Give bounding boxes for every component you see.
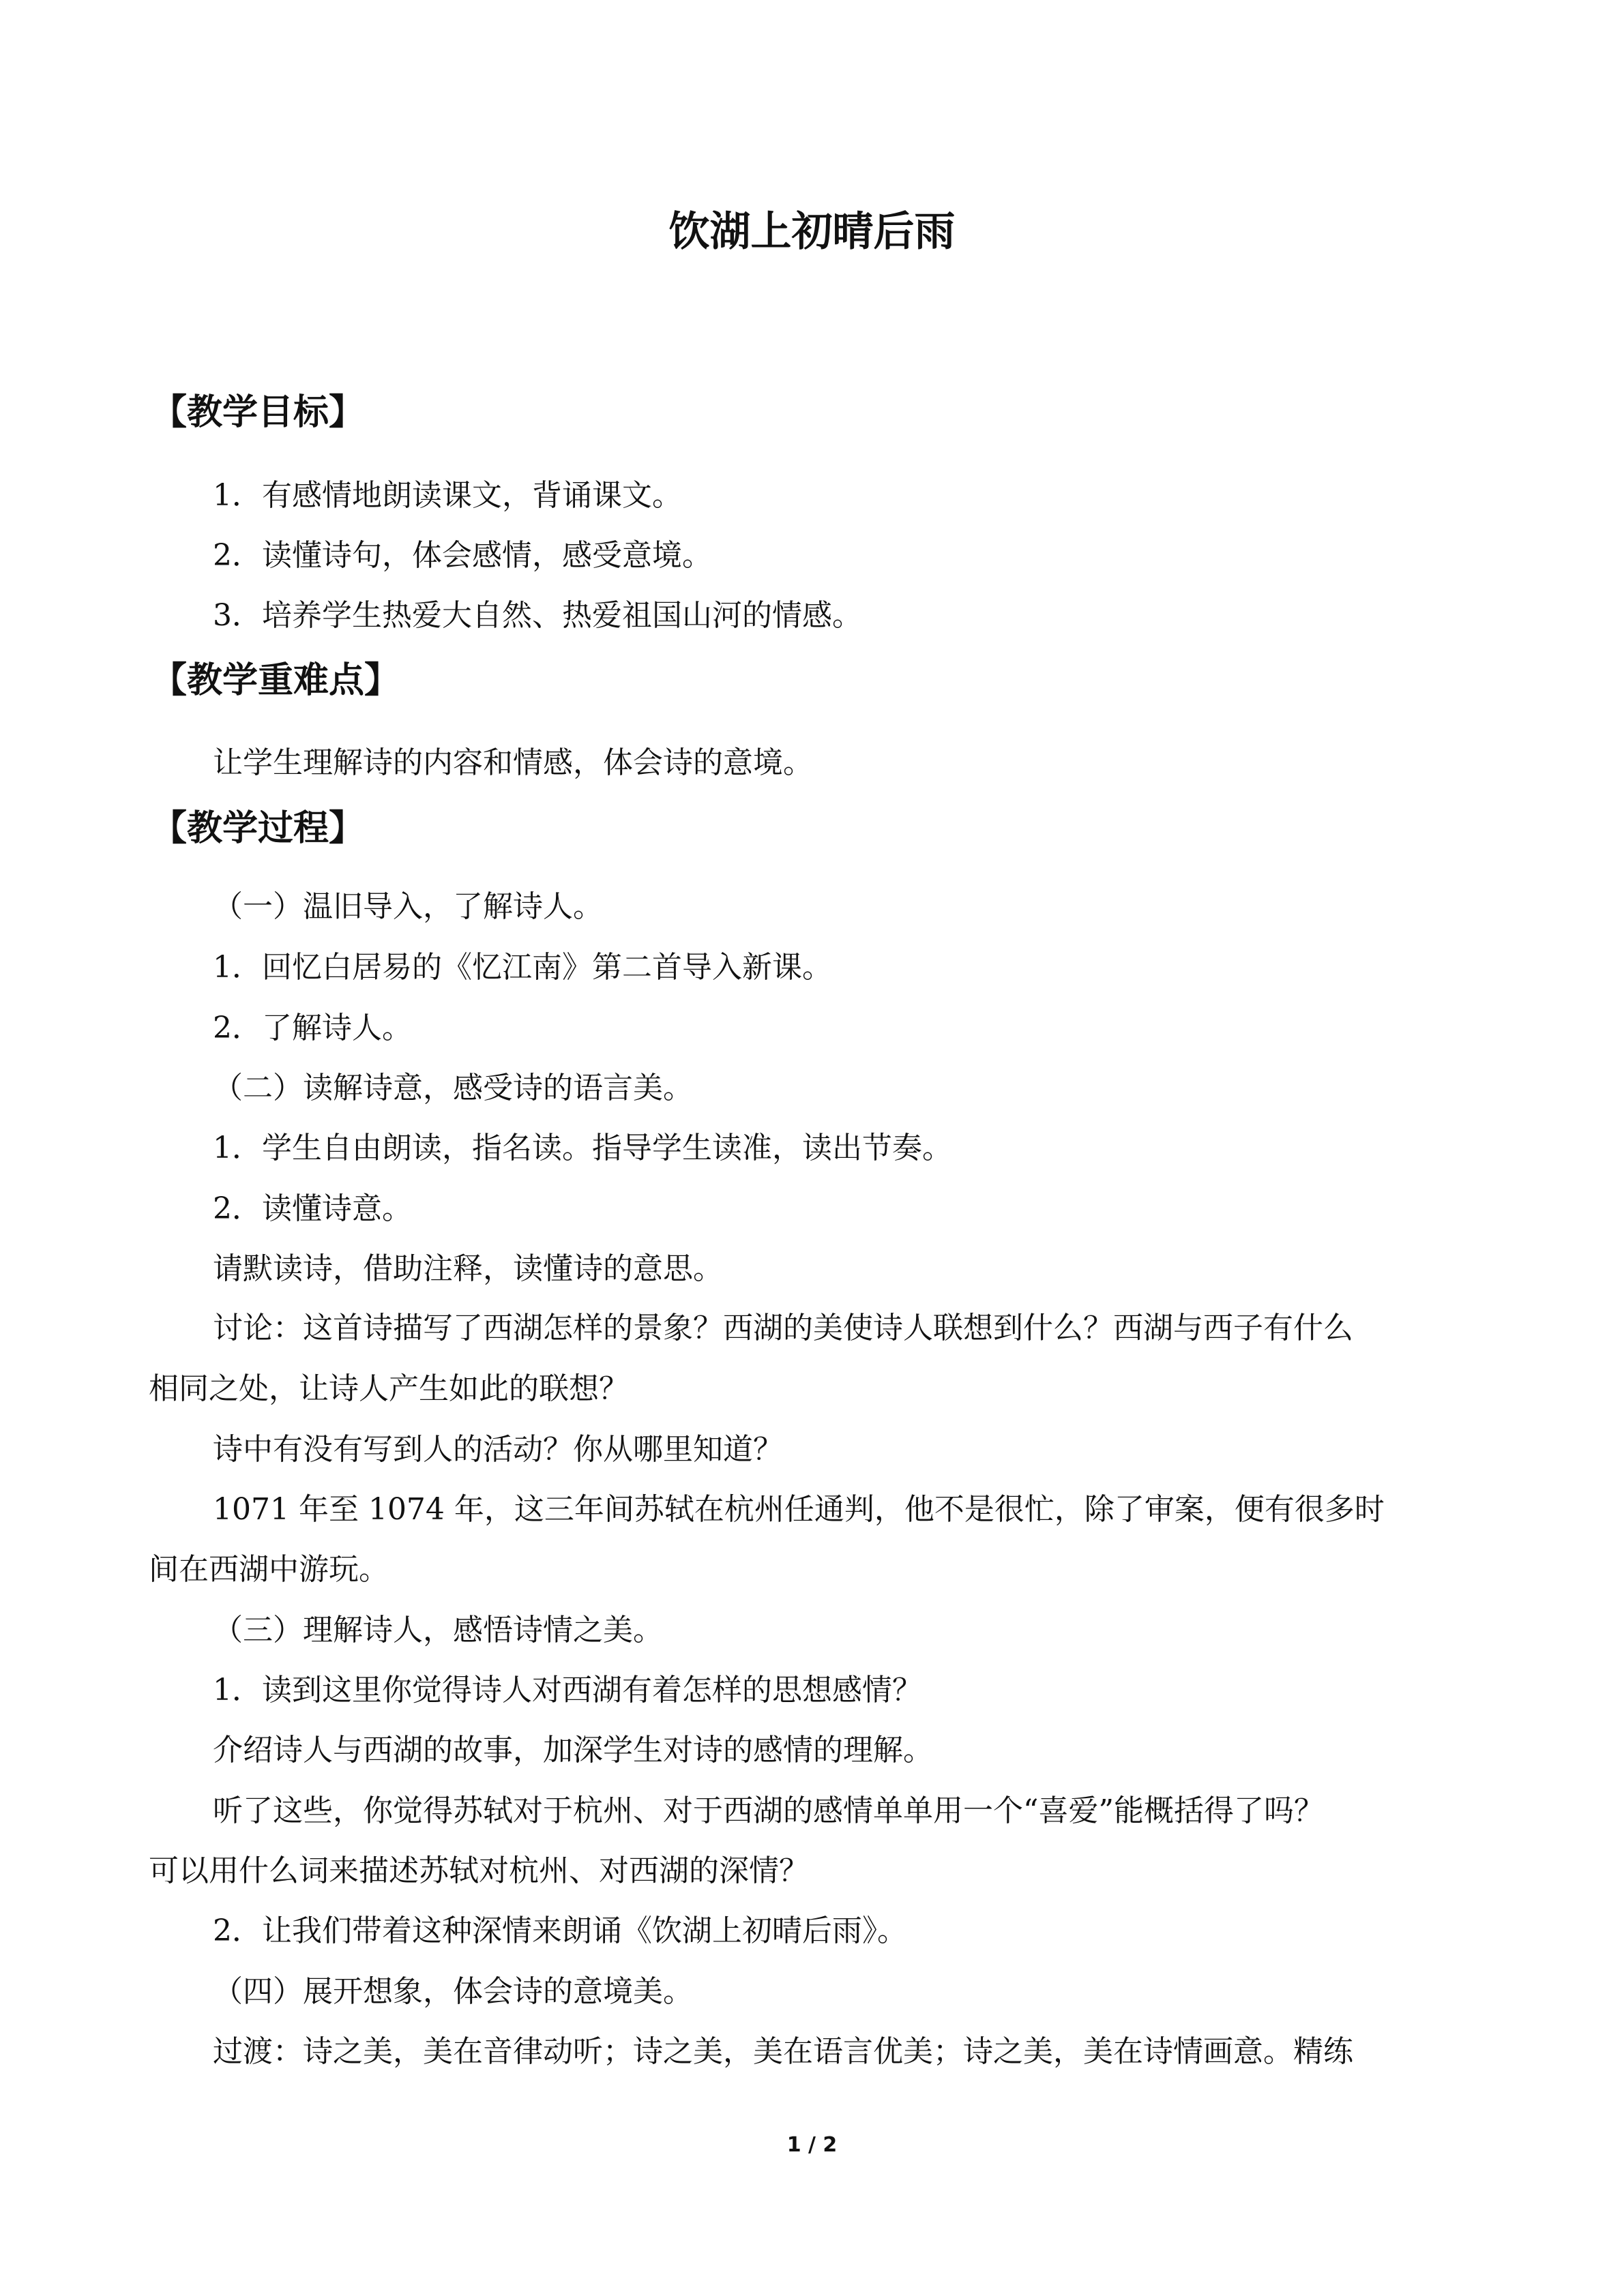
process-line: 相同之处，让诗人产生如此的联想？ (149, 1371, 629, 1406)
process-line: 2．读懂诗意。 (213, 1191, 412, 1226)
process-line: 请默读诗，借助注释，读懂诗的意思。 (213, 1251, 723, 1286)
objective-item-3: 3．培养学生热爱大自然、热爱祖国山河的情感。 (213, 598, 862, 633)
key-points-text: 让学生理解诗的内容和情感，体会诗的意境。 (213, 745, 813, 780)
process-line: 2．让我们带着这种深情来朗诵《饮湖上初晴后雨》。 (213, 1913, 907, 1948)
process-line: 诗中有没有写到人的活动？你从哪里知道？ (213, 1432, 783, 1467)
process-line: 1．学生自由朗读，指名读。指导学生读准，读出节奏。 (213, 1131, 952, 1165)
document-title: 饮湖上初晴后雨 (668, 208, 956, 256)
process-line: （一）温旧导入，了解诗人。 (213, 889, 603, 924)
process-line: 介绍诗人与西湖的故事，加深学生对诗的感情的理解。 (213, 1733, 933, 1768)
process-line: （四）展开想象，体会诗的意境美。 (213, 1974, 693, 2009)
process-line: （二）读解诗意，感受诗的语言美。 (213, 1071, 693, 1105)
process-line: （三）理解诗人，感悟诗情之美。 (213, 1613, 663, 1648)
process-line: 间在西湖中游玩。 (149, 1552, 389, 1587)
process-line: 讨论：这首诗描写了西湖怎样的景象？西湖的美使诗人联想到什么？西湖与西子有什么 (213, 1311, 1353, 1345)
heading-process: 【教学过程】 (151, 808, 365, 849)
process-line: 过渡：诗之美，美在音律动听；诗之美，美在语言优美；诗之美，美在诗情画意。精练 (213, 2034, 1353, 2069)
process-line: 可以用什么词来描述苏轼对杭州、对西湖的深情？ (149, 1853, 809, 1888)
heading-objectives: 【教学目标】 (151, 392, 365, 433)
objective-item-1: 1．有感情地朗读课文，背诵课文。 (213, 478, 682, 513)
process-line: 听了这些，你觉得苏轼对于杭州、对于西湖的感情单单用一个“喜爱”能概括得了吗？ (213, 1793, 1324, 1828)
process-line: 1．读到这里你觉得诗人对西湖有着怎样的思想感情？ (213, 1673, 922, 1708)
heading-key-points: 【教学重难点】 (151, 660, 400, 701)
process-line: 1．回忆白居易的《忆江南》第二首导入新课。 (213, 950, 832, 985)
page-number: 1 / 2 (786, 2133, 838, 2157)
process-line: 2．了解诗人。 (213, 1011, 412, 1045)
process-line: 1071 年至 1074 年，这三年间苏轼在杭州任通判，他不是很忙，除了审案，便有很多时 (213, 1492, 1385, 1527)
objective-item-2: 2．读懂诗句，体会感情，感受意境。 (213, 538, 712, 573)
